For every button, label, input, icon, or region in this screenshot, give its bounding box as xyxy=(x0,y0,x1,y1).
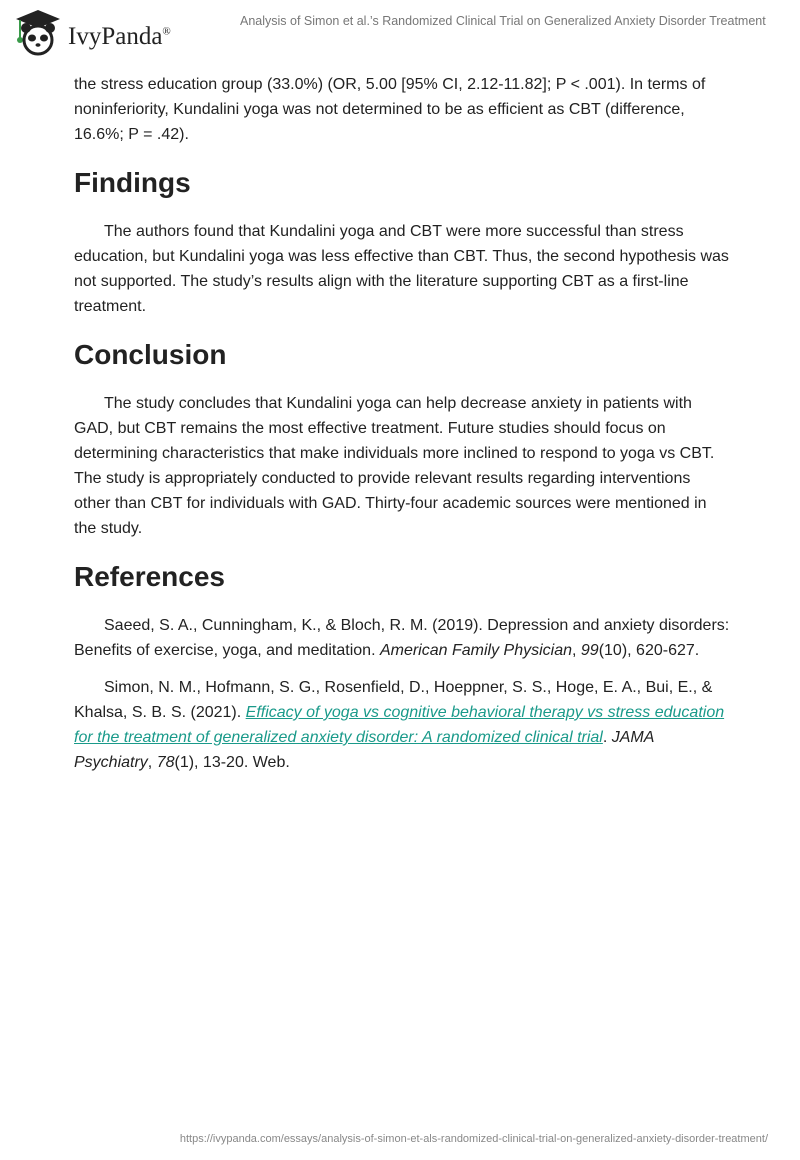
panda-graduate-icon xyxy=(12,8,64,56)
conclusion-heading: Conclusion xyxy=(74,339,227,370)
conclusion-paragraph: The study concludes that Kundalini yoga can help decrease anxiety in patients with GAD, but CBT remains the most effective treatment. Future studies should focus on determining characteristics that make individuals more inclined to respond to yoga vs CBT. The study is appropriately conducted to provide relevant results regarding interventions other than CBT for individuals with GAD. Thirty-four academic sources were mentioned in the study. xyxy=(74,395,715,537)
reference-item: Simon, N. M., Hofmann, S. G., Rosenfield, D., Hoeppner, S. S., Hoge, E. A., Bui, E., & Khalsa, S. B. S. (2021). Efficacy of yoga vs cognitive behavioral therapy vs stress education for the treatment of generalized anxiety disorder: A randomized clinical trial. JAMA Psychiatry, 78(1), 13-20. Web. xyxy=(74,679,725,771)
findings-paragraph: The authors found that Kundalini yoga and CBT were more successful than stress education, but Kundalini yoga was less effective than CBT. Thus, the second hypothesis was not supported. The study’s results align with the literature supporting CBT as a first-line treatment. xyxy=(74,223,729,315)
logo-text: IvyPanda® xyxy=(68,23,171,50)
references-heading: References xyxy=(74,561,225,592)
findings-heading: Findings xyxy=(74,167,191,198)
document-title: Analysis of Simon et al.’s Randomized Clinical Trial on Generalized Anxiety Disorder Treatment xyxy=(240,14,766,28)
essay-content xyxy=(74,72,730,787)
footer-url: https://ivypanda.com/essays/analysis-of-simon-et-als-randomized-clinical-trial-on-generalized-anxiety-disorder-treatment/ xyxy=(179,1133,768,1145)
reference-link[interactable]: Efficacy of yoga vs cognitive behavioral therapy vs stress education for the treatment of generalized anxiety disorder: A randomized clinical trial xyxy=(74,704,725,746)
intro-paragraph: the stress education group (33.0%) (OR, 5.00 [95% CI, 2.12-11.82]; P < .001). In terms of noninferiority, Kundalini yoga was not determined to be as efficient as CBT (difference, 16.6%; P = .42). xyxy=(74,76,706,143)
ivypanda-logo[interactable] xyxy=(12,8,171,56)
reference-item: Saeed, S. A., Cunningham, K., & Bloch, R. M. (2019). Depression and anxiety disorders: Benefits of exercise, yoga, and meditation. American Family Physician, 99(10), 620-627. xyxy=(74,617,730,659)
